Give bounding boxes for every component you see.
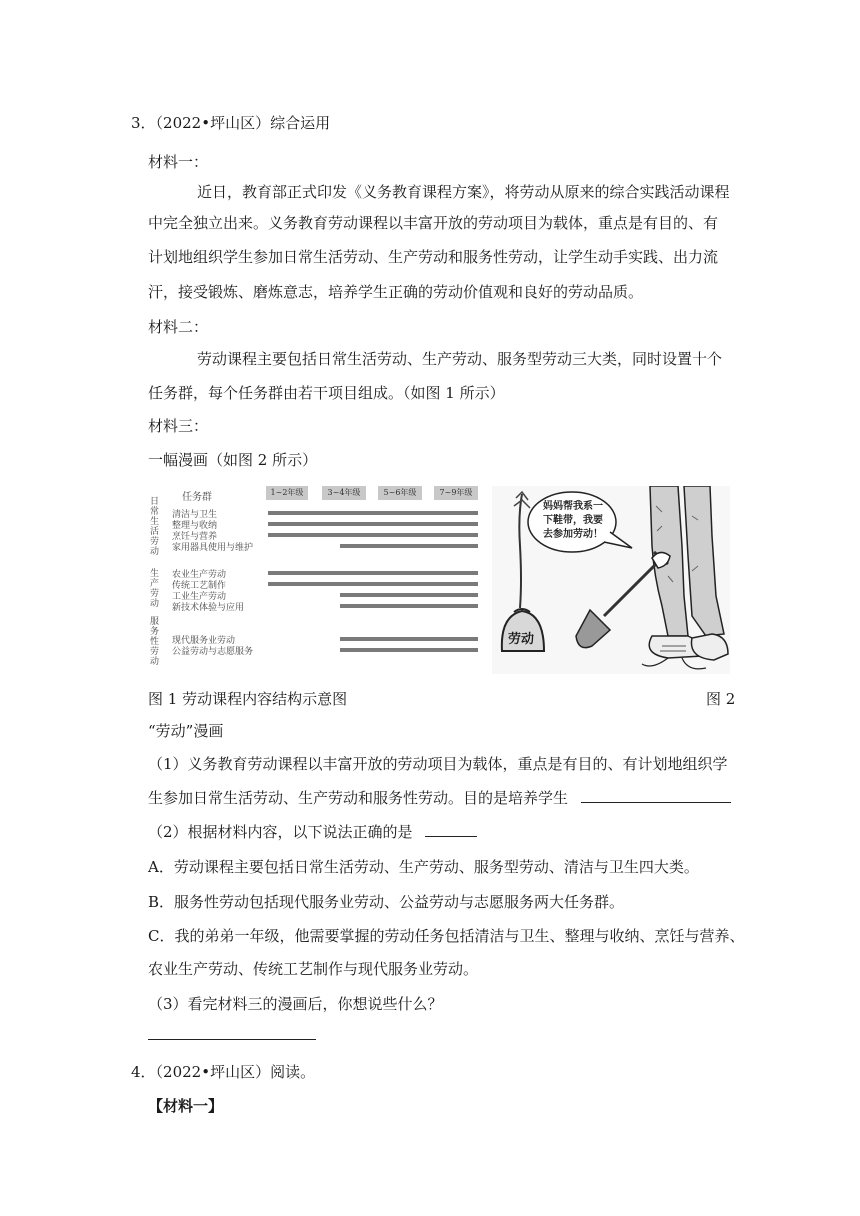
material-2-label: 材料二：: [148, 318, 209, 336]
question-source: （2022•坪山区）综合运用: [155, 114, 331, 132]
speech-bubble-text: [536, 500, 610, 542]
grade-label: 7~9年级: [434, 486, 478, 500]
task-group-bar: [268, 582, 478, 586]
figure-2-caption: 图 2: [706, 690, 736, 708]
task-group-bar: [268, 571, 478, 575]
sub-question-3: （3）看完材料三的漫画后，你想说些什么？: [148, 995, 443, 1013]
question-3-header: [131, 112, 330, 133]
material-2-line: 任务群，每个任务群由若干项目组成。（如图 1 所示）: [148, 384, 505, 402]
task-group-label: 农业生产劳动: [172, 570, 227, 580]
option-a: A．劳动课程主要包括日常生活劳动、生产劳动、服务型劳动、清洁与卫生四大类。: [148, 858, 699, 876]
material-1-heading: 【材料一】: [148, 1097, 224, 1115]
sub-question-1-line: [148, 787, 731, 808]
grade-label: 5~6年级: [378, 486, 422, 500]
material-3-label: 材料三：: [148, 417, 209, 435]
figure-1-diagram: [150, 483, 488, 675]
task-group-bar: [268, 533, 478, 537]
sub-question-2: [148, 821, 477, 842]
material-1-line: 计划地组织学生参加日常生活劳动、生产劳动和服务性劳动，让学生动手实践、出力流: [148, 248, 719, 266]
speech-line: 妈妈帮我系一: [543, 501, 603, 512]
grade-label: 1~2年级: [266, 486, 308, 500]
question-source: （2022•坪山区）阅读。: [155, 1063, 316, 1081]
task-group-bar: [340, 544, 478, 548]
task-group-bar: [340, 593, 478, 597]
task-group-label: 整理与收纳: [172, 521, 218, 531]
task-group-bar: [340, 648, 478, 652]
task-group-label: 新技术体验与应用: [172, 603, 245, 613]
sub-question-1-line: （1）义务教育劳动课程以丰富开放的劳动项目为载体，重点是有目的、有计划地组织学: [148, 755, 728, 773]
bag-label: 劳动: [508, 632, 535, 647]
category-label: 生产劳动: [150, 569, 160, 609]
question-4-header: [131, 1061, 315, 1082]
task-group-label: 公益劳动与志愿服务: [172, 647, 254, 657]
task-group-label: 传统工艺制作: [172, 581, 227, 591]
task-group-bar: [268, 511, 478, 515]
task-group-bar: [268, 522, 478, 526]
task-group-label: 工业生产劳动: [172, 592, 227, 602]
category-label: 日常生活劳动: [150, 497, 160, 557]
sub-question-1-text: 生参加日常生活劳动、生产劳动和服务性劳动。目的是培养学生: [148, 789, 569, 807]
material-3-text: 一幅漫画（如图 2 所示）: [148, 451, 318, 469]
speech-line: 下鞋带，我要: [543, 515, 603, 526]
question-number: 3．: [131, 114, 156, 132]
task-group-label: 烹饪与营养: [172, 532, 218, 542]
task-group-label: 家用器具使用与维护: [172, 543, 254, 553]
answer-blank-3[interactable]: [148, 1039, 316, 1040]
figure-1-header: 任务群: [182, 492, 212, 503]
question-number: 4．: [131, 1063, 156, 1081]
figure-1-caption: 图 1 劳动课程内容结构示意图: [148, 690, 348, 708]
material-1-label: 材料一：: [148, 153, 209, 171]
material-1-line: 汗，接受锻炼、磨炼意志，培养学生正确的劳动价值观和良好的劳动品质。: [148, 283, 644, 301]
answer-blank-2[interactable]: [425, 822, 477, 837]
task-group-label: 现代服务业劳动: [172, 636, 236, 646]
material-1-line: 近日，教育部正式印发《义务教育课程方案》，将劳动从原来的综合实践活动课程: [197, 183, 730, 201]
task-group-label: 清洁与卫生: [172, 510, 218, 520]
option-c-line: 农业生产劳动、传统工艺制作与现代服务业劳动。: [148, 960, 479, 978]
task-group-bar: [340, 604, 478, 608]
speech-line: 去参加劳动！: [543, 529, 603, 540]
figure-2-cartoon: [492, 486, 730, 674]
option-c-line: C．我的弟弟一年级，他需要掌握的劳动任务包括清洁与卫生、整理与收纳、烹饪与营养、: [148, 927, 745, 945]
option-b: B．服务性劳动包括现代服务业劳动、公益劳动与志愿服务两大任务群。: [148, 893, 625, 911]
category-label: 服务性劳动: [150, 617, 160, 667]
grade-label: 3~4年级: [322, 486, 366, 500]
figure-2-title: “劳动”漫画: [148, 722, 224, 740]
sub-question-2-text: （2）根据材料内容，以下说法正确的是: [148, 823, 413, 841]
answer-blank-1[interactable]: [581, 788, 731, 803]
material-1-line: 中完全独立出来。义务教育劳动课程以丰富开放的劳动项目为载体，重点是有目的、有: [148, 214, 719, 232]
task-group-bar: [340, 637, 478, 641]
material-2-line: 劳动课程主要包括日常生活劳动、生产劳动、服务型劳动三大类，同时设置十个: [197, 350, 723, 368]
